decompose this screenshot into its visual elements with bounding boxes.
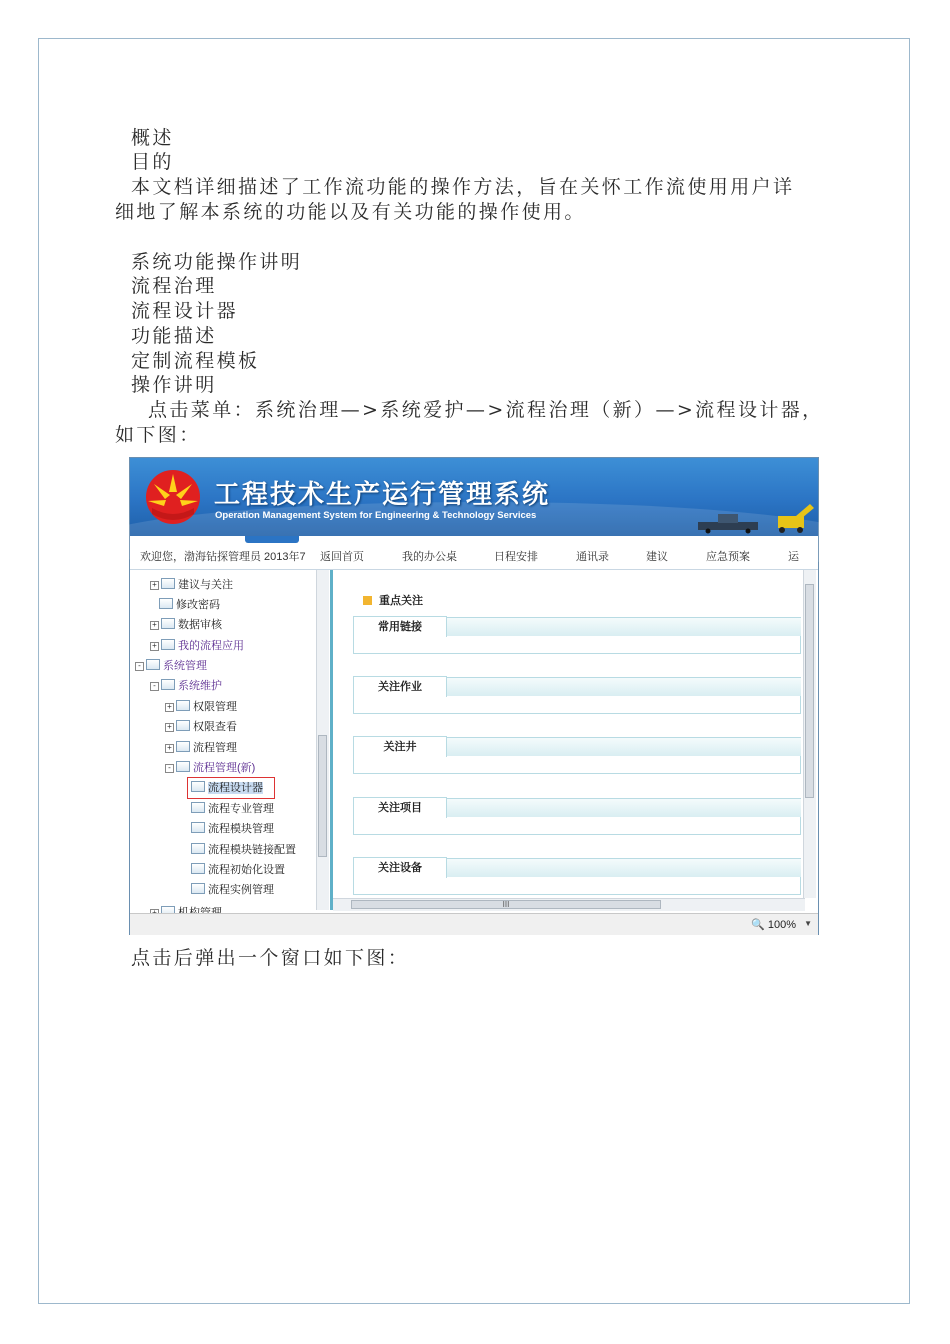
tree-node[interactable]: 流程初始化设置 [191, 862, 285, 878]
welcome-text: 欢迎您，渤海钻探管理员 2013年7 [140, 551, 306, 563]
folder-icon [191, 883, 205, 894]
section-body [353, 636, 801, 654]
section-header [353, 617, 801, 636]
heading-custom-template: 定制流程模板 [131, 350, 260, 372]
focus-heading: 重点关注 [363, 592, 423, 608]
folder-icon [191, 822, 205, 833]
heading-overview: 概述 [131, 127, 174, 149]
highlight-box [187, 777, 275, 799]
paragraph-line: 点击后弹出一个窗口如下图： [131, 947, 410, 969]
section-tab[interactable]: 关注设备 [353, 857, 447, 878]
tree-node-process-designer[interactable]: 流程设计器 [191, 780, 263, 796]
heading-function-description: 功能描述 [131, 325, 217, 347]
paragraph-line: 点击菜单：系统治理—>系统爱护—>流程治理（新）—>流程设计器， [148, 399, 824, 421]
scroll-thumb[interactable]: III [351, 900, 661, 909]
menu-item-my-desk[interactable]: 我的办公桌 [402, 551, 457, 563]
section-body [353, 877, 801, 895]
folder-icon [176, 761, 190, 772]
app-banner [130, 458, 818, 536]
status-bar [130, 913, 818, 935]
folder-icon [191, 863, 205, 874]
tree-node[interactable]: + 建议与关注 [150, 577, 233, 593]
bullet-square-icon [363, 596, 372, 605]
folder-icon [146, 659, 160, 670]
embedded-screenshot [129, 457, 819, 935]
folder-icon [176, 741, 190, 752]
tree-node[interactable]: + 权限管理 [165, 699, 237, 715]
menu-item-emergency-plan[interactable]: 应急预案 [706, 551, 750, 563]
tree-node[interactable]: - 系统维护 [150, 678, 222, 694]
section-body [353, 756, 801, 774]
company-logo-icon [144, 468, 202, 526]
zoom-icon: 🔍 [751, 919, 765, 931]
menu-item-contacts[interactable]: 通讯录 [576, 551, 609, 563]
heading-system-functions: 系统功能操作讲明 [131, 251, 303, 273]
tree-node[interactable]: 流程专业管理 [191, 801, 274, 817]
zoom-level[interactable]: 🔍 100% [751, 919, 796, 931]
tree-node[interactable]: + 流程管理 [165, 740, 237, 756]
folder-icon [161, 618, 175, 629]
machinery-illustration-icon [678, 500, 818, 534]
tree-node[interactable]: 流程模块链接配置 [191, 842, 296, 858]
tree-node[interactable]: + 数据审核 [150, 617, 222, 633]
section-tab[interactable]: 关注井 [353, 736, 447, 757]
collapse-banner-button[interactable] [245, 536, 299, 543]
section-header [353, 858, 801, 877]
content-scrollbar[interactable] [803, 570, 816, 898]
tree-scrollbar[interactable] [316, 570, 329, 910]
tree-node[interactable]: 修改密码 [159, 597, 220, 613]
menu-item-suggestions[interactable]: 建议 [646, 551, 668, 563]
folder-icon [176, 700, 190, 711]
folder-icon [191, 802, 205, 813]
folder-icon [161, 679, 175, 690]
chevron-down-icon[interactable]: ▼ [804, 919, 812, 928]
heading-process-governance: 流程治理 [131, 275, 217, 297]
heading-operation: 操作讲明 [131, 374, 217, 396]
tree-node[interactable]: + 我的流程应用 [150, 638, 244, 654]
system-subtitle: Operation Management System for Engineering & Technology Services [215, 510, 537, 521]
section-body [353, 696, 801, 714]
section-tab[interactable]: 关注项目 [353, 797, 447, 818]
tree-node[interactable]: + 权限查看 [165, 719, 237, 735]
tree-node[interactable] [150, 903, 222, 911]
section-header [353, 677, 801, 696]
paragraph-line: 本文档详细描述了工作流功能的操作方法，旨在关怀工作流使用用户详 [131, 176, 795, 198]
section-header [353, 798, 801, 817]
tree-node[interactable]: 流程实例管理 [191, 882, 274, 898]
content-pane [333, 570, 805, 898]
folder-icon [159, 598, 173, 609]
top-menu-bar [130, 543, 818, 570]
navigation-tree [130, 570, 330, 910]
paragraph-line: 如下图： [115, 424, 201, 446]
content-horizontal-scrollbar[interactable] [333, 898, 805, 911]
section-tab[interactable]: 关注作业 [353, 676, 447, 697]
paragraph-line: 细地了解本系统的功能以及有关功能的操作使用。 [115, 201, 586, 223]
heading-purpose: 目的 [131, 151, 174, 173]
tree-node[interactable]: - 流程管理(新) [165, 760, 255, 776]
menu-item-operations[interactable]: 运 [788, 551, 799, 563]
folder-icon [161, 639, 175, 650]
folder-icon [161, 578, 175, 589]
menu-item-home[interactable]: 返回首页 [320, 551, 364, 563]
section-header [353, 737, 801, 756]
heading-process-designer: 流程设计器 [131, 300, 239, 322]
system-title: 工程技术生产运行管理系统 [214, 479, 551, 509]
menu-item-schedule[interactable]: 日程安排 [494, 551, 538, 563]
folder-icon [176, 720, 190, 731]
section-tab[interactable]: 常用链接 [353, 616, 447, 637]
tree-node[interactable]: - 系统管理 [135, 658, 207, 674]
folder-icon [191, 843, 205, 854]
section-body [353, 817, 801, 835]
tree-node[interactable]: 流程模块管理 [191, 821, 274, 837]
